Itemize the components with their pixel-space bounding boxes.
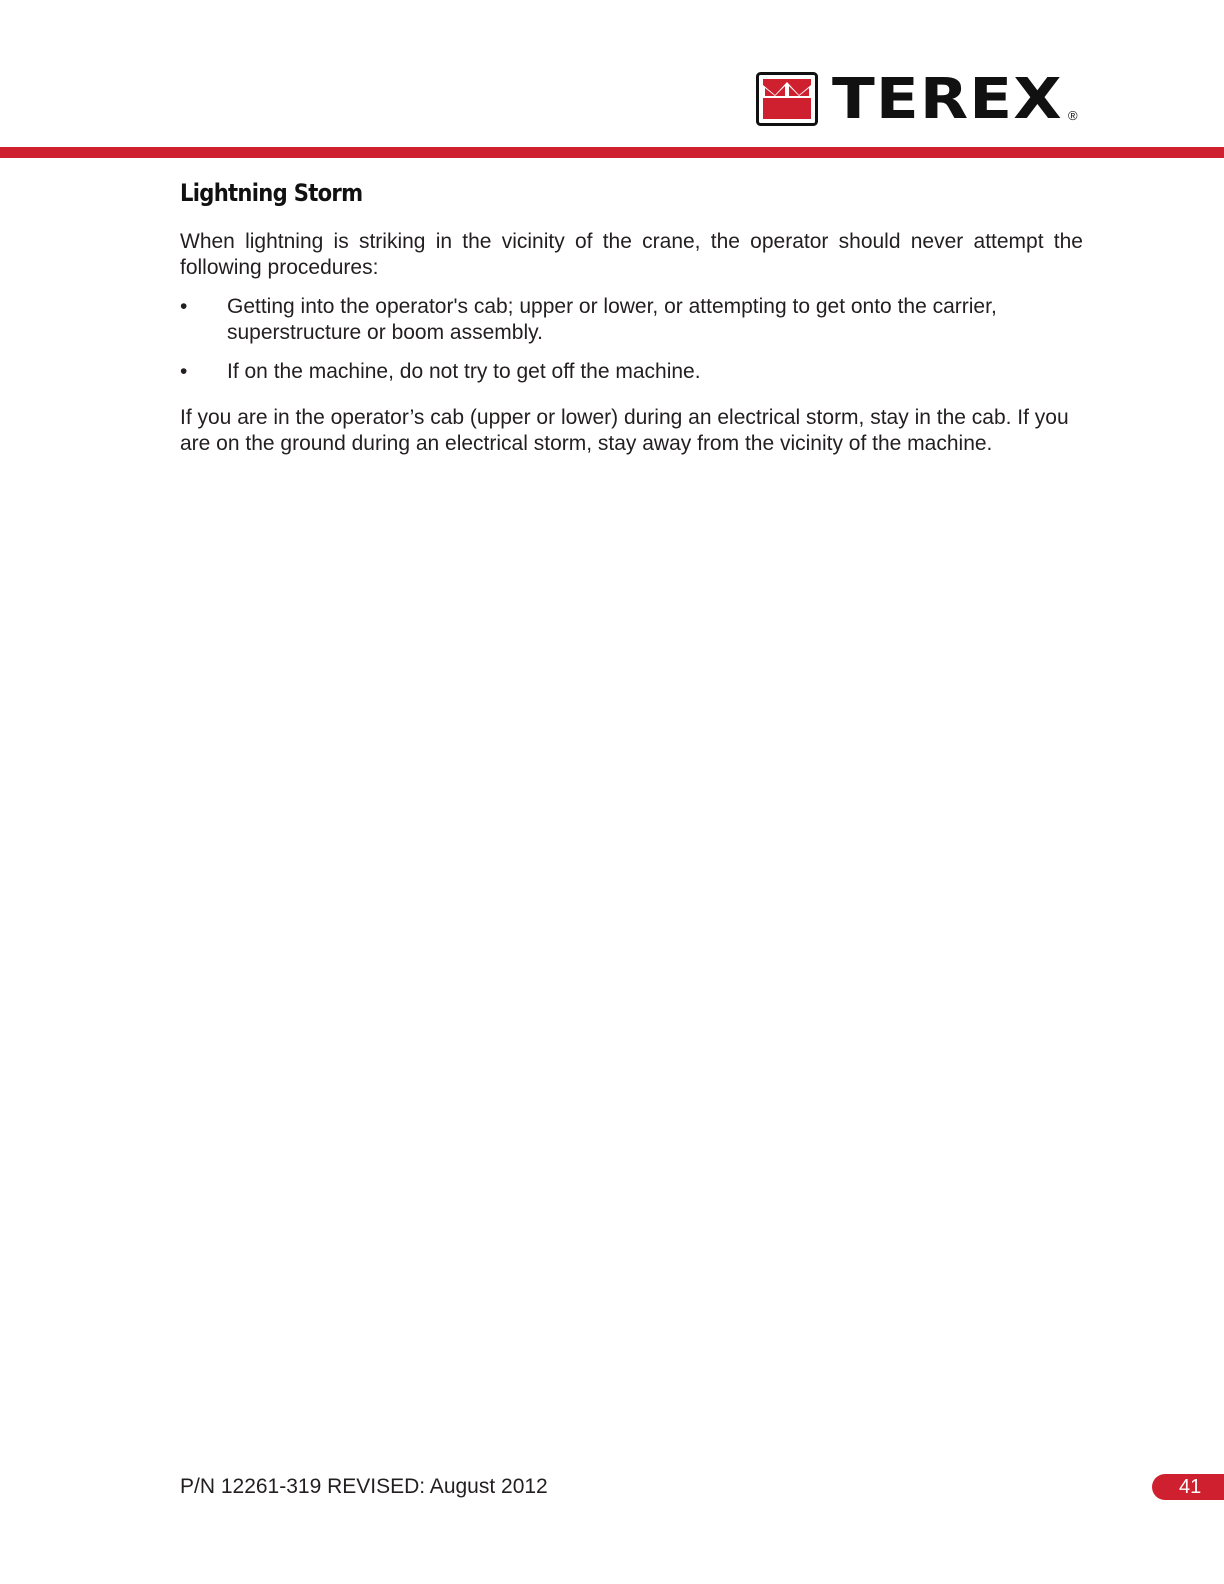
footer-part-number: P/N 12261-319 REVISED: August 2012 [180, 1475, 548, 1498]
section-body [180, 229, 1083, 457]
section-title: Lightning Storm [180, 179, 363, 207]
bullet-icon: • [180, 360, 188, 383]
closing-paragraph: If you are in the operator’s cab (upper or lower) during an electrical storm, stay in the cab. If you are on the ground during an electrical storm, stay away from the vicinity of the machine. [180, 406, 1069, 455]
intro-paragraph: When lightning is striking in the vicinity of the crane, the operator should never attempt the following procedures: [180, 230, 1083, 279]
list-item [180, 359, 1083, 385]
page-number-badge: 41 [1152, 1474, 1224, 1500]
list-item-text: Getting into the operator's cab; upper or lower, or attempting to get onto the carrier, superstructure or boom assembly. [227, 295, 997, 344]
bullet-icon: • [180, 295, 188, 318]
list-item [180, 294, 1083, 346]
procedure-list [180, 294, 1083, 385]
registered-mark: ® [1068, 108, 1078, 123]
header-divider [0, 147, 1224, 158]
logo-wordmark: TEREX [832, 67, 1063, 132]
terex-logo [756, 67, 1078, 132]
terex-crown-icon [756, 72, 818, 126]
list-item-text: If on the machine, do not try to get off the machine. [227, 360, 701, 383]
